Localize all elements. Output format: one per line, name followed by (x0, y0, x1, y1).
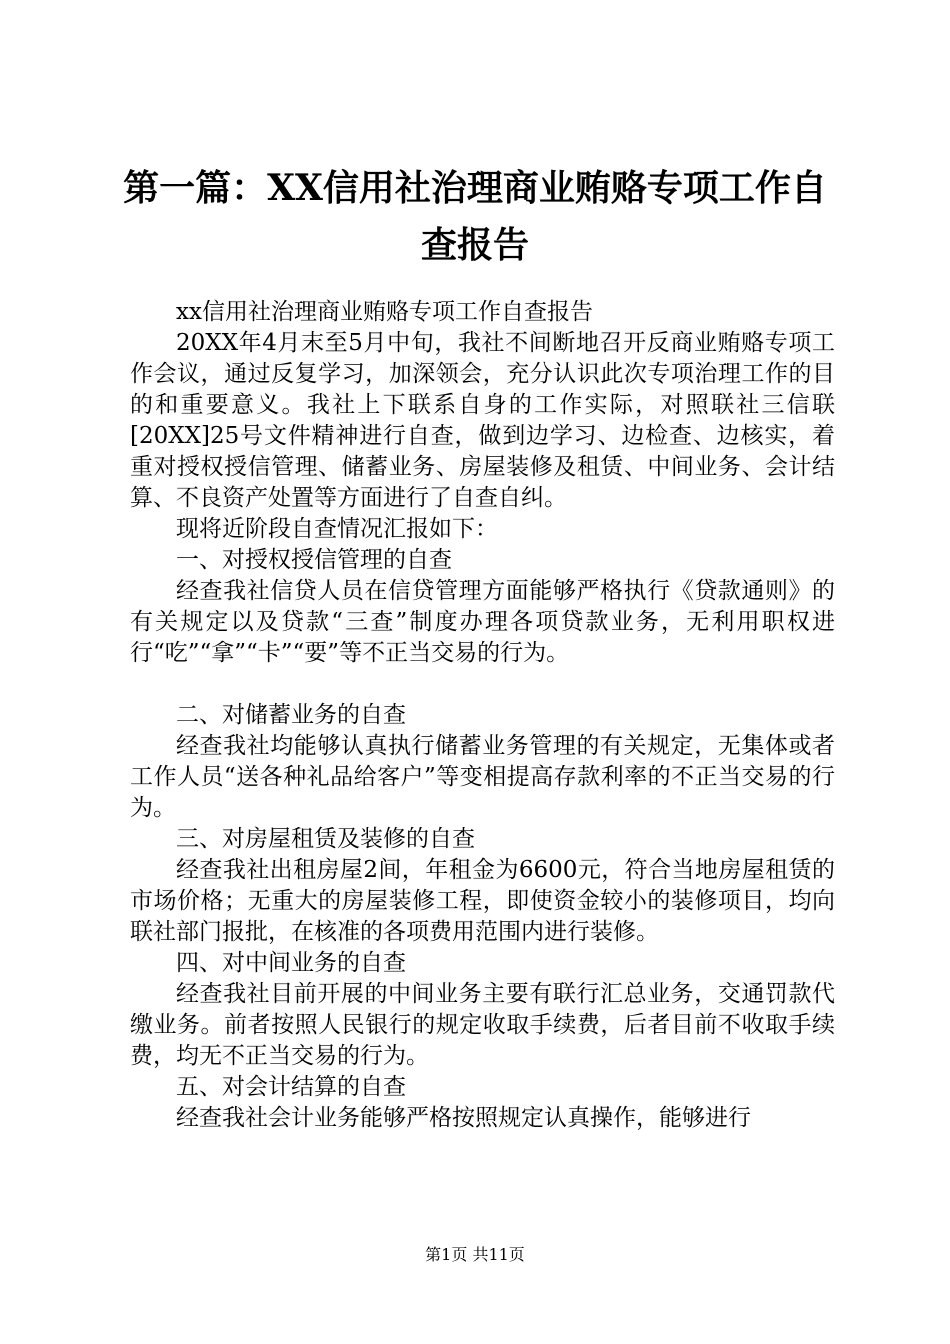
page-footer: 第1页 共11页 (425, 1245, 525, 1264)
paragraph: 现将近阶段自查情况汇报如下： (176, 516, 498, 542)
paragraph: 经查我社目前开展的中间业务主要有联行汇总业务，交通罚款代缴业务。前者按照人民银行的规定收取手续费，后者目前不收取手续费，均无不正当交易的行为。 (130, 981, 835, 1069)
paragraph: 经查我社均能够认真执行储蓄业务管理的有关规定，无集体或者工作人员“送各种礼品给客户”等变相提高存款利率的不正当交易的行为。 (130, 733, 835, 821)
document-body (130, 297, 835, 1134)
section-heading: 一、对授权授信管理的自查 (176, 547, 452, 573)
section-heading: 三、对房屋租赁及装修的自查 (176, 826, 475, 852)
blank-line (130, 669, 835, 700)
section-heading: 二、对储蓄业务的自查 (176, 702, 406, 728)
paragraph: 经查我社出租房屋2间，年租金为6600元，符合当地房屋租赁的市场价格；无重大的房屋装修工程，即使资金较小的装修项目，均向联社部门报批，在核准的各项费用范围内进行装修。 (130, 857, 835, 945)
document-title: 第一篇：XX信用社治理商业贿赂专项工作自查报告 (123, 167, 827, 266)
paragraph: xx信用社治理商业贿赂专项工作自查报告 (176, 299, 593, 325)
paragraph: 经查我社会计业务能够严格按照规定认真操作，能够进行 (176, 1105, 751, 1131)
section-heading: 四、对中间业务的自查 (176, 950, 406, 976)
section-heading: 五、对会计结算的自查 (176, 1074, 406, 1100)
paragraph: 20XX年4月末至5月中旬，我社不间断地召开反商业贿赂专项工作会议，通过反复学习，加深领会，充分认识此次专项治理工作的目的和重要意义。我社上下联系自身的工作实际，对照联社三信联[20XX]25号文件精神进行自查，做到边学习、边检查、边核实，着重对授权授信管理、储蓄业务、房屋装修及租赁、中间业务、会计结算、不良资产处置等方面进行了自查自纠。 (130, 330, 835, 511)
paragraph: 经查我社信贷人员在信贷管理方面能够严格执行《贷款通则》的有关规定以及贷款“三查”制度办理各项贷款业务，无利用职权进行“吃”“拿”“卡”“要”等不正当交易的行为。 (130, 578, 835, 666)
